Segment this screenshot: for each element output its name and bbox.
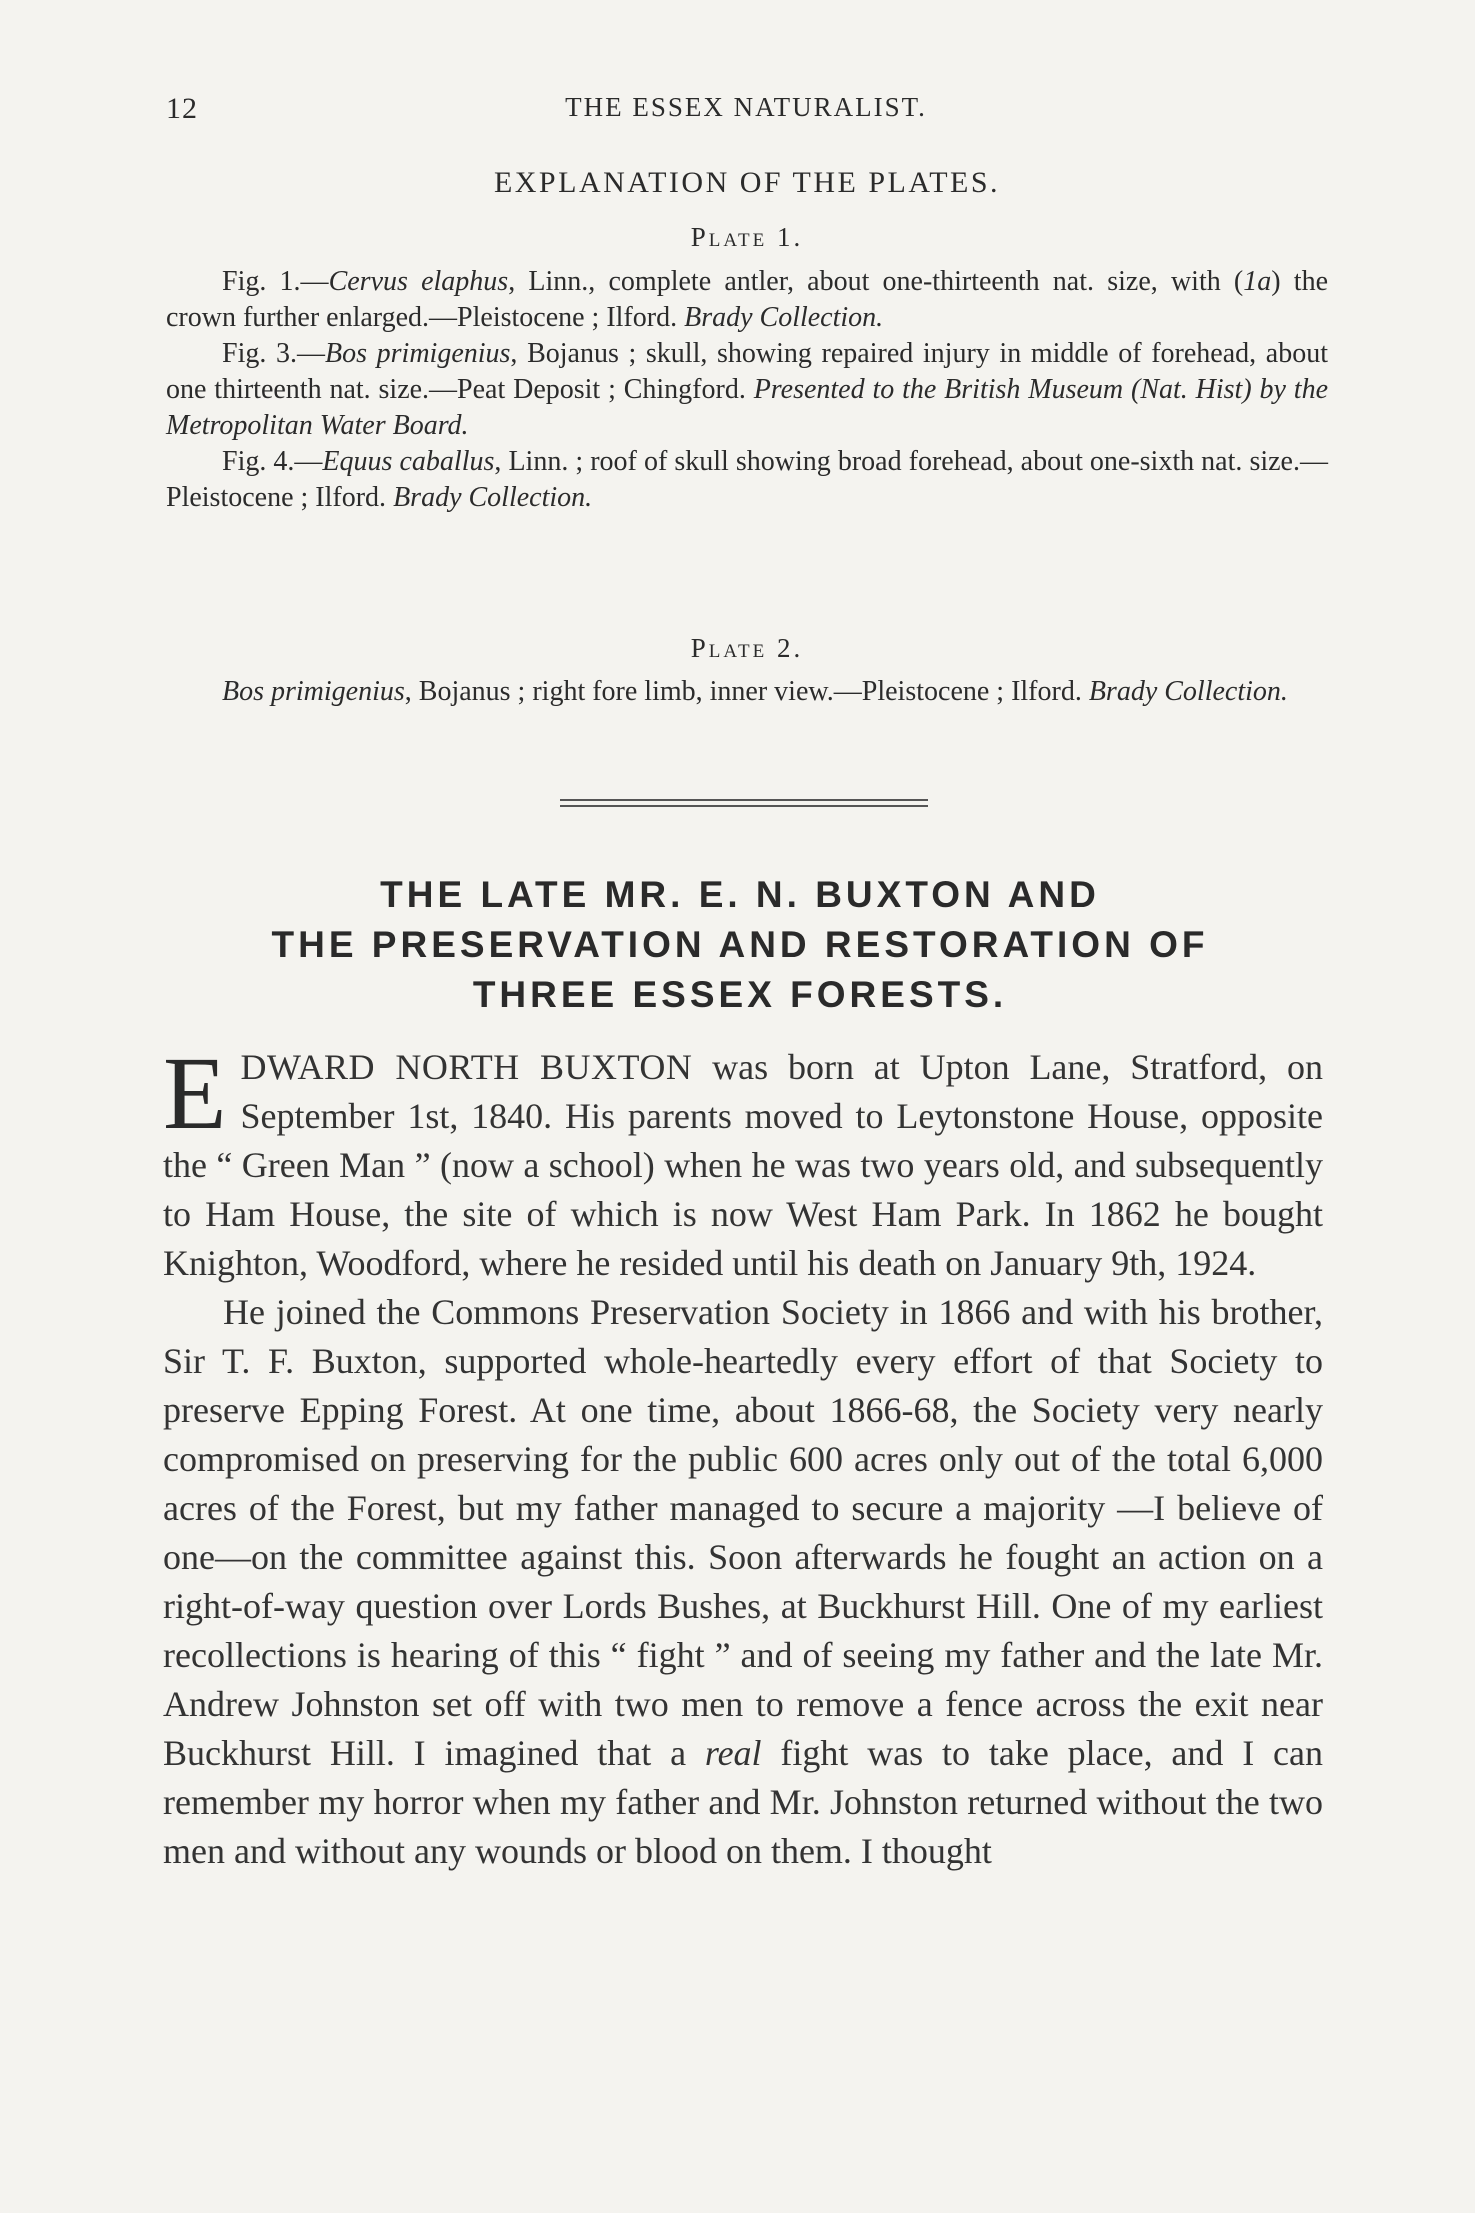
collection-name: Presented to the British Museum (Nat. Hist) by the Metropolitan Water Board.	[166, 374, 1328, 441]
article-title-line: THE PRESERVATION AND RESTORATION OF	[271, 924, 1209, 965]
drop-cap: E	[163, 1036, 227, 1151]
paragraph-1-text: was born at Upton Lane, Stratford, on September 1st, 1840. His parents moved to Leytonstone House, opposite the “ Green Man ” (now a school) when he was two years old, and subsequently to Ham House, the site of which is now West Ham Park. In 1862 he bought Knighton, Woodford, where he resided until his death on January 9th, 1924.	[163, 1047, 1324, 1283]
caption-text: , Linn., complete antler, about one-thirteenth nat. size, with (	[508, 266, 1244, 297]
paragraph-2-text: fight was to take place, and I can remember my horror when my father and Mr. Johnston returned without the two men and without any wounds or blood on them. I thought	[163, 1733, 1323, 1871]
collection-name: Brady Collection.	[393, 482, 593, 513]
article-title-line: THE LATE MR. E. N. BUXTON AND	[380, 874, 1100, 915]
collection-name: Brady Collection.	[684, 302, 884, 333]
caption-fig-4	[166, 444, 1328, 516]
page-number: 12	[166, 92, 198, 125]
explanation-title: EXPLANATION OF THE PLATES.	[493, 166, 1001, 199]
caption-fig-3	[166, 336, 1328, 444]
paragraph-2-text: He joined the Commons Preservation Society in 1866 and with his brother, Sir T. F. Buxton, supported whole-heartedly every effort of that Society to preserve Epping Forest. At one time, about 1866-68, the Society very nearly compromised on preserving for the public 600 acres only out of the total 6,000 acres of the Forest, but my father managed to secure a majority —I believe of one—on the committee against this. Soon afterwards he fought an action on a right-of-way question over Lords Bushes, at Buckhurst Hill. One of my earliest recollections is hearing of this “ fight ” and of seeing my father and the late Mr. Andrew Johnston set off with two men to remove a fence across the exit near Buckhurst Hill. I imagined that a	[163, 1292, 1323, 1773]
plate-2-captions	[166, 674, 1328, 710]
caption-plate-2	[166, 674, 1328, 710]
caption-lead: Fig. 4.—	[222, 446, 323, 477]
caption-text: , Bojanus ; right fore limb, inner view.—Pleistocene ; Ilford.	[404, 676, 1089, 707]
plate-1-heading	[166, 222, 1328, 253]
collection-name: Brady Collection.	[1088, 676, 1288, 707]
species-name: Cervus elaphus	[328, 266, 509, 297]
plate-1-captions	[166, 264, 1328, 516]
article-body	[163, 1036, 1324, 1876]
running-head	[166, 92, 1326, 132]
caption-lead: Fig. 1.—	[222, 266, 329, 297]
caption-text: , Linn. ; roof of skull showing broad forehead, about one-sixth nat. size.—Pleistocene ; Ilford.	[166, 446, 1328, 513]
caption-text: , Bojanus ; skull, showing repaired injury in middle of forehead, about one thirteenth nat. size.—Peat Deposit ; Chingford.	[166, 338, 1328, 405]
species-name: Bos primigenius	[222, 676, 405, 707]
journal-title: THE ESSEX NATURALIST.	[565, 92, 927, 122]
article-title-line: THREE ESSEX FORESTS.	[472, 974, 1008, 1015]
plate-1-heading-text: Plate 1.	[690, 222, 804, 252]
article-title	[150, 870, 1330, 1020]
opening-caps: DWARD NORTH BUXTON	[240, 1047, 693, 1087]
species-name: Equus caballus	[322, 446, 495, 477]
plate-2-heading-text: Plate 2.	[690, 633, 804, 663]
caption-lead: Fig. 3.—	[222, 338, 325, 369]
caption-text: ) the crown further enlarged.—Pleistocene ; Ilford.	[166, 266, 1329, 333]
species-name: Bos primigenius	[325, 338, 511, 369]
plate-2-heading	[166, 633, 1328, 664]
paragraph-1	[163, 1036, 1324, 1288]
paragraph-2	[163, 1288, 1323, 1876]
caption-fig-1	[166, 264, 1328, 336]
caption-sub-label: 1a	[1243, 266, 1272, 297]
section-divider	[560, 799, 928, 811]
emphasis: real	[704, 1733, 762, 1773]
